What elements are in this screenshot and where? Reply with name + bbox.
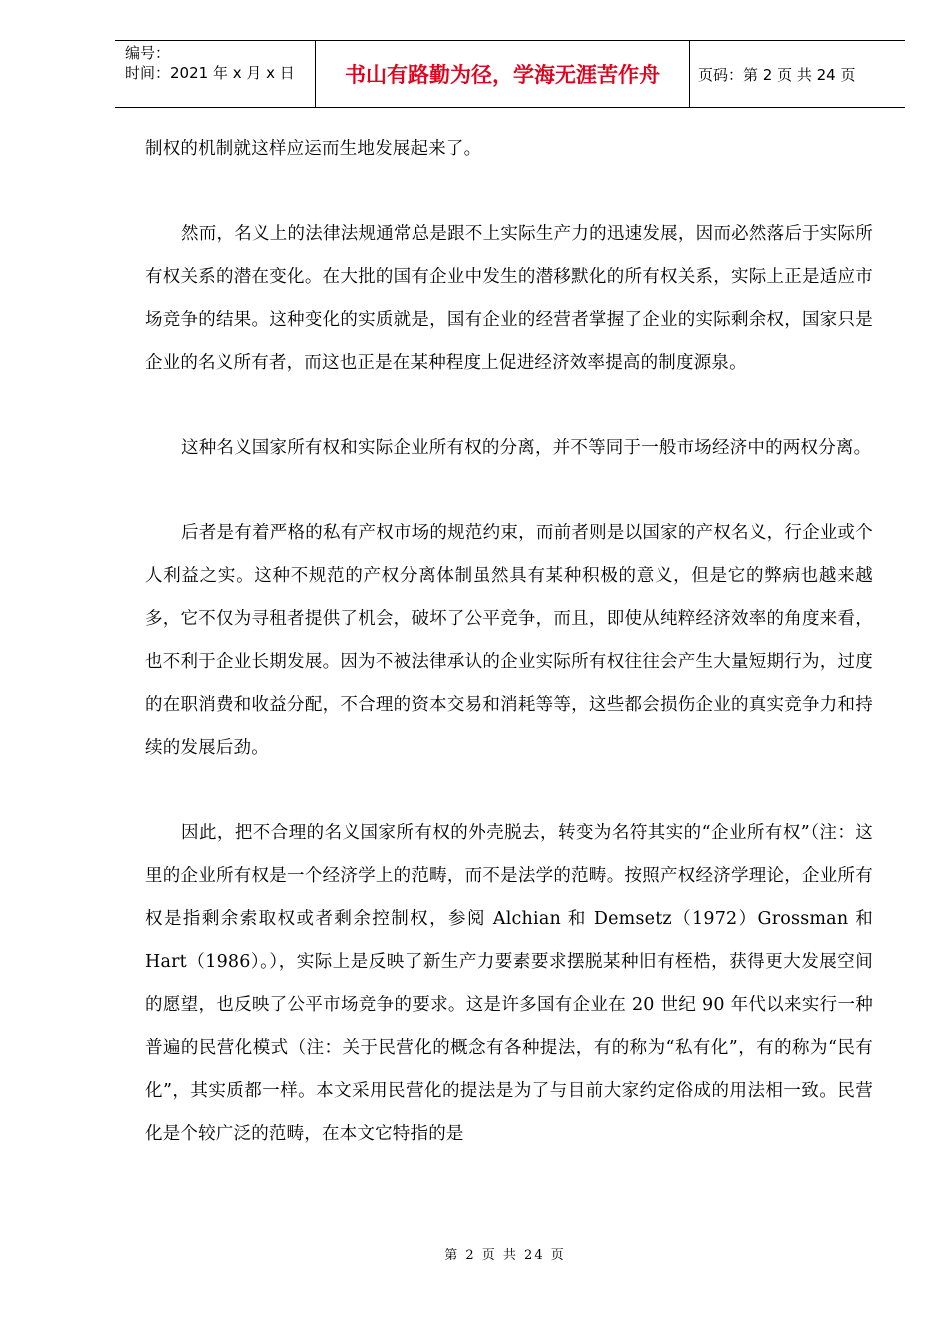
header-motto-cell [316,41,690,107]
time-label: 时间：2021 年 x 月 x 日 [125,64,295,82]
paragraph: 这种名义国家所有权和实际企业所有权的分离，并不等同于一般市场经济中的两权分离。 [181,438,872,458]
header-motto: 书山有路勤为径，学海无涯苦作舟 [345,63,660,87]
paragraph: 后者是有着严格的私有产权市场的规范约束，而前者则是以国家的产权名义，行企业或个人利益之实。这种不规范的产权分离体制虽然具有某种积极的意义，但是它的弊病也越来越多，它不仅为寻租者提供了机会，破坏了公平竞争，而且，即使从纯粹经济效率的角度来看，也不利于企业长期发展。因为不被法律承认的企业实际所有权往往会产生大量短期行为，过度的在职消费和收益分配，不合理的资本交易和消耗等等，这些都会损伤企业的真实竞争力和持续的发展后劲。 [145,523,873,758]
paragraph: 因此，把不合理的名义国家所有权的外壳脱去，转变为名符其实的“企业所有权”（注：这里的企业所有权是一个经济学上的范畴，而不是法学的范畴。按照产权经济学理论，企业所有权是指剩余索取权或者剩余控制权，参阅 Alchian 和 Demsetz（1972）Grossman 和 Hart（1986）。），实际上是反映了新生产力要素要求摆脱某种旧有桎梏，获得更大发展空间的愿望，也反映了公平市场竞争的要求。这是许多国有企业在 20 世纪 90 年代以来实行一种普遍的民营化模式（注：关于民营化的概念有各种提法，有的称为“私有化”，有的称为“民有化”，其实质都一样。本文采用民营化的提法是为了与目前大家约定俗成的用法相一致。民营化是个较广泛的范畴，在本文它特指的是 [145,823,873,1144]
document-body [145,128,873,1198]
page-footer: 第 2 页 共 24 页 [444,1248,566,1263]
page-header [115,40,905,108]
paragraph: 然而，名义上的法律法规通常总是跟不上实际生产力的迅速发展，因而必然落后于实际所有权关系的潜在变化。在大批的国有企业中发生的潜移默化的所有权关系，实际上正是适应市场竞争的结果。这种变化的实质就是，国有企业的经营者掌握了企业的实际剩余权，国家只是企业的名义所有者，而这也正是在某种程度上促进经济效率提高的制度源泉。 [145,224,873,373]
paragraph-continued: 制权的机制就这样应运而生地发展起来了。 [145,139,482,159]
header-meta [115,41,316,107]
serial-label: 编号： [125,44,171,62]
header-page-number: 页码：第 2 页 共 24 页 [698,65,856,84]
